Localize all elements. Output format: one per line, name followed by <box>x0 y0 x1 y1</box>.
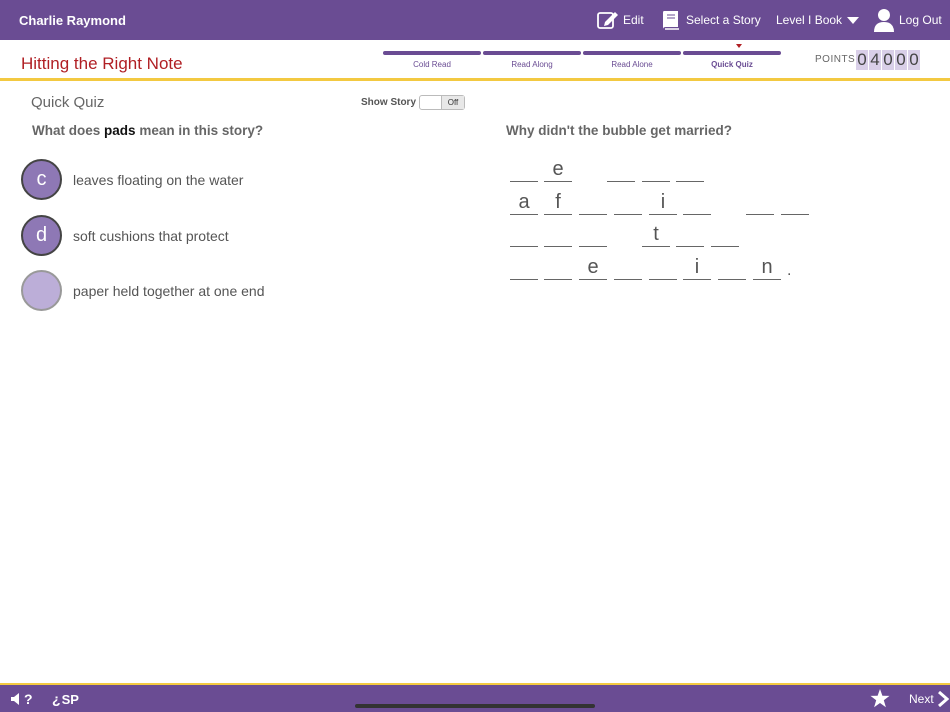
choice-bubble[interactable]: d <box>21 215 62 256</box>
step-bar <box>483 51 581 55</box>
answer-choice[interactable] <box>21 215 229 256</box>
spanish-label: SP <box>61 691 79 707</box>
logout-button[interactable] <box>873 8 942 32</box>
letter-blank[interactable] <box>607 156 635 182</box>
home-indicator <box>355 704 595 708</box>
toggle-state: Off <box>441 96 464 109</box>
points-digit: 0 <box>857 50 867 69</box>
user-icon <box>873 8 895 32</box>
letter-blank[interactable] <box>510 156 538 182</box>
letter-blank[interactable] <box>510 254 538 280</box>
audio-help-button[interactable] <box>10 691 33 707</box>
points-digit: 0 <box>896 50 906 69</box>
step-bar <box>583 51 681 55</box>
letter-blank[interactable]: f <box>544 189 572 215</box>
step-read-alone[interactable] <box>582 51 682 69</box>
choice-bubble[interactable]: c <box>21 159 62 200</box>
letter-blank[interactable] <box>649 254 677 280</box>
letter-blank[interactable] <box>781 189 809 215</box>
letter-blank[interactable] <box>579 189 607 215</box>
chevron-down-icon <box>846 15 860 25</box>
section-title: Quick Quiz <box>31 94 105 111</box>
sentence-period: . <box>787 262 792 279</box>
speaker-icon <box>10 692 24 706</box>
letter-blank[interactable] <box>614 254 642 280</box>
points-label: POINTS <box>815 54 856 65</box>
points-digit: 0 <box>883 50 893 69</box>
letter-blank[interactable] <box>544 221 572 247</box>
question-keyword: pads <box>104 123 136 138</box>
letter-blank[interactable] <box>614 189 642 215</box>
next-label: Next <box>909 692 934 706</box>
spanish-button[interactable] <box>52 691 79 707</box>
letter-blank[interactable] <box>676 221 704 247</box>
level-label: Level I Book <box>776 13 843 27</box>
choice-bubble[interactable] <box>21 270 62 311</box>
top-bar <box>0 0 950 40</box>
select-story-button[interactable] <box>660 8 761 32</box>
level-dropdown[interactable] <box>776 8 860 32</box>
story-title: Hitting the Right Note <box>21 54 183 73</box>
letter-blank[interactable]: a <box>510 189 538 215</box>
step-label: Quick Quiz <box>711 60 753 69</box>
step-label: Read Along <box>511 60 553 69</box>
show-story-label: Show Story <box>361 97 417 108</box>
points-counter <box>856 50 921 70</box>
edit-button[interactable] <box>597 8 644 32</box>
riddle-question: Why didn't the bubble get married? <box>506 123 732 138</box>
answer-choice[interactable] <box>21 270 265 311</box>
inverted-question-icon: ¿ <box>52 691 61 707</box>
audio-help-label: ? <box>24 691 33 707</box>
step-label: Read Alone <box>611 60 653 69</box>
current-step-marker-icon <box>736 44 742 48</box>
letter-blank[interactable]: i <box>649 189 677 215</box>
favorite-button[interactable] <box>870 689 890 708</box>
letter-blank[interactable] <box>510 221 538 247</box>
letter-blank[interactable]: t <box>642 221 670 247</box>
step-quick-quiz[interactable] <box>682 51 782 69</box>
letter-blank[interactable] <box>642 156 670 182</box>
question-suffix: mean in this story? <box>139 123 264 138</box>
letter-blank[interactable]: n <box>753 254 781 280</box>
answer-choice[interactable] <box>21 159 243 200</box>
vocab-question <box>32 123 263 138</box>
step-cold-read[interactable] <box>382 51 482 69</box>
letter-blank[interactable]: i <box>683 254 711 280</box>
select-story-label: Select a Story <box>686 13 761 27</box>
progress-steps <box>382 51 782 69</box>
letter-blank[interactable] <box>683 189 711 215</box>
logout-label: Log Out <box>899 13 942 27</box>
points-digit: 0 <box>909 50 919 69</box>
show-story-toggle[interactable] <box>419 95 465 110</box>
edit-label: Edit <box>623 13 644 27</box>
letter-blank[interactable]: e <box>544 156 572 182</box>
user-name: Charlie Raymond <box>19 13 126 28</box>
book-icon <box>660 9 682 31</box>
choice-text: paper held together at one end <box>73 282 265 299</box>
edit-icon <box>597 10 619 30</box>
choice-text: soft cushions that protect <box>73 227 229 244</box>
letter-blank[interactable] <box>544 254 572 280</box>
letter-blank[interactable] <box>711 221 739 247</box>
points-digit: 4 <box>870 50 880 69</box>
step-bar <box>683 51 781 55</box>
letter-blank[interactable]: e <box>579 254 607 280</box>
title-bar <box>0 40 950 81</box>
step-read-along[interactable] <box>482 51 582 69</box>
bottom-bar <box>0 683 950 712</box>
choice-text: leaves floating on the water <box>73 171 244 188</box>
letter-blank[interactable] <box>718 254 746 280</box>
step-label: Cold Read <box>413 60 451 69</box>
question-prefix: What does <box>32 123 101 138</box>
letter-blank[interactable] <box>579 221 607 247</box>
letter-blank[interactable] <box>676 156 704 182</box>
letter-blank[interactable] <box>746 189 774 215</box>
next-button[interactable] <box>909 691 949 707</box>
step-bar <box>383 51 481 55</box>
star-icon <box>870 689 890 708</box>
chevron-right-icon <box>937 691 949 707</box>
